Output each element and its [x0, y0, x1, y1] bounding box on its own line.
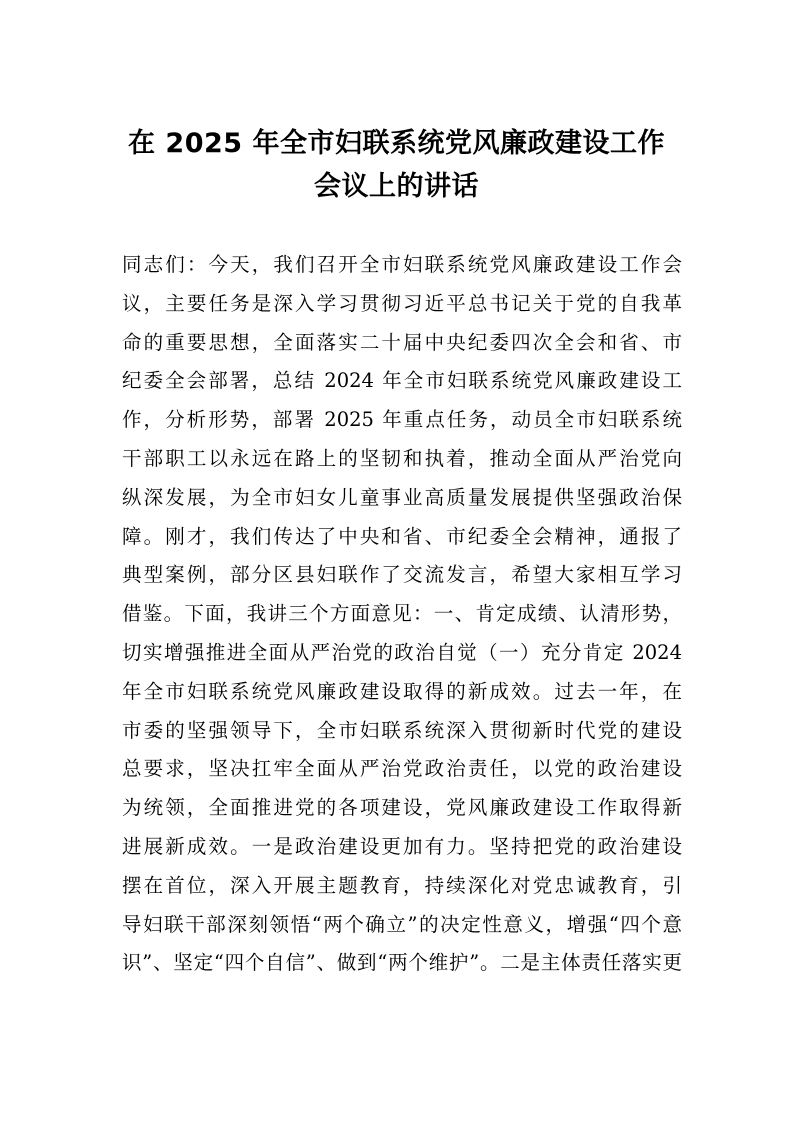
body-line: 借鉴。下面，我讲三个方面意见：一、肯定成绩、认清形势， [122, 602, 682, 626]
title-line: 会议上的讲话 [314, 171, 479, 202]
body-line: 纵深发展，为全市妇女儿童事业高质量发展提供坚强政治保 [122, 485, 682, 509]
document-title [100, 122, 693, 208]
body-line: 干部职工以永远在路上的坚韧和执着，推动全面从严治党向 [122, 446, 682, 470]
body-line: 摆在首位，深入开展主题教育，持续深化对党忠诚教育，引 [122, 873, 682, 897]
body-line: 市委的坚强领导下，全市妇联系统深入贯彻新时代党的建设 [122, 718, 682, 742]
speech-body [122, 246, 682, 983]
body-line: 进展新成效。一是政治建设更加有力。坚持把党的政治建设 [122, 834, 682, 858]
body-line: 障。刚才，我们传达了中央和省、市纪委全会精神，通报了 [122, 524, 682, 548]
body-line: 切实增强推进全面从严治党的政治自觉（一）充分肯定 2024 [122, 640, 682, 664]
body-line: 纪委全会部署，总结 2024 年全市妇联系统党风廉政建设工 [122, 369, 682, 393]
body-line: 年全市妇联系统党风廉政建设取得的新成效。过去一年，在 [122, 679, 682, 703]
body-line: 总要求，坚决扛牢全面从严治党政治责任，以党的政治建设 [122, 757, 682, 781]
title-line: 在 2025 年全市妇联系统党风廉政建设工作 [128, 128, 665, 159]
body-line: 典型案例，部分区县妇联作了交流发言，希望大家相互学习 [122, 563, 682, 587]
body-line: 为统领，全面推进党的各项建设，党风廉政建设工作取得新 [122, 796, 682, 820]
body-line: 导妇联干部深刻领悟“两个确立”的决定性意义，增强“四个意 [122, 912, 682, 936]
body-line: 识”、坚定“四个自信”、做到“两个维护”。二是主体责任落实更 [122, 951, 682, 975]
body-line: 同志们：今天，我们召开全市妇联系统党风廉政建设工作会 [122, 253, 682, 276]
body-line: 议，主要任务是深入学习贯彻习近平总书记关于党的自我革 [122, 291, 682, 315]
body-line: 命的重要思想，全面落实二十届中央纪委四次全会和省、市 [122, 330, 682, 354]
body-line: 作，分析形势，部署 2025 年重点任务，动员全市妇联系统 [122, 408, 682, 432]
